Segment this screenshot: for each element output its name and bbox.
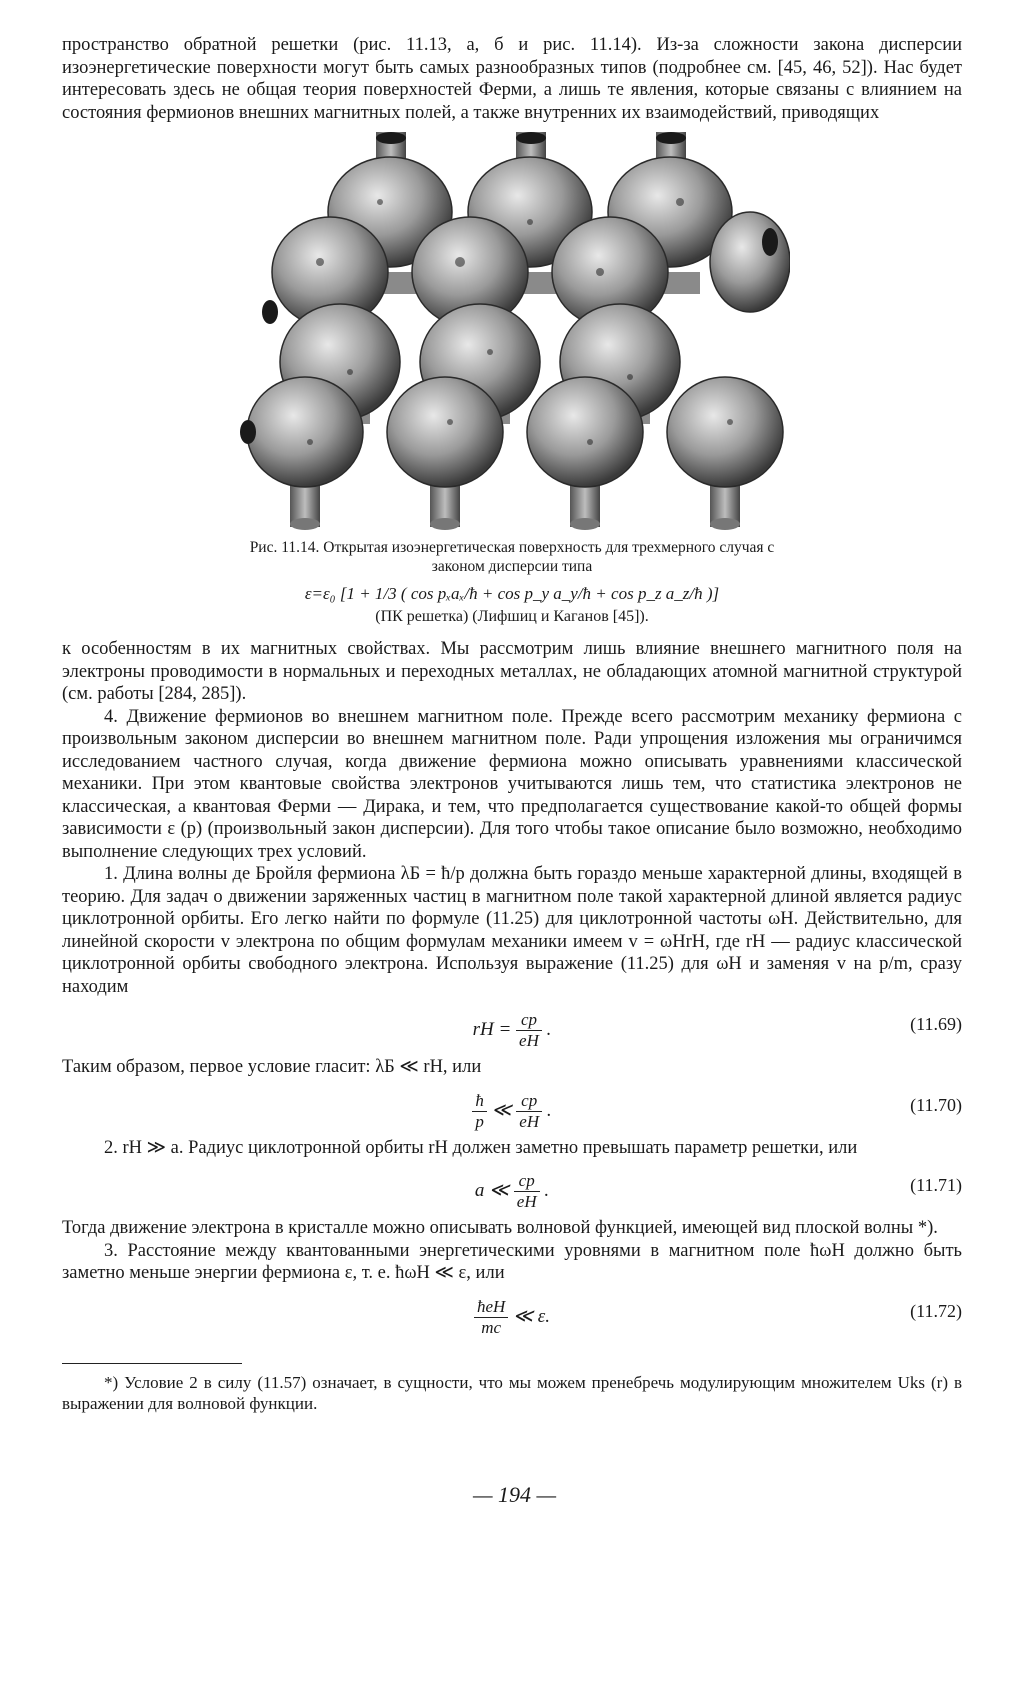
- fermi-surface-illustration: [230, 132, 790, 532]
- equation-11-71: a ≪ $\frac{cp}{eH}$ . (11.71): [474, 1171, 962, 1211]
- paragraph-4: 1. Длина волны де Бройля фермиона λБ = ħ/p должна быть гораздо меньше характерной длины, входящей в теорию. Для задач о движении заряженных частиц в магнитном поле такой характерной длиной является радиус циклотронной орбиты. Его легко найти по формуле (11.25) для циклотронной частоты ωH. Действительно, для линейной скорости v электрона по общим формулам механики имеем v = ωHrH, где rH — радиус классической циклотронной орбиты свободного электрона. Используя выражение (11.25) для ωH и заменяя v на p/m, сразу находим: [62, 864, 962, 997]
- paragraph-5: Таким образом, первое условие гласит: λБ ≪ rH, или: [62, 1057, 482, 1077]
- paragraph-6: 2. rH ≫ a. Радиус циклотронной орбиты rH должен заметно превышать параметр решетки, или: [104, 1137, 858, 1158]
- equation-11-72: $\frac{\text{ħeH}}{mc}$ ≪ ε. (11.72): [62, 1291, 962, 1337]
- paragraph-1: пространство обратной решетки (рис. 11.13, а, б и рис. 11.14). Из-за сложности закона дисперсии изоэнергетические поверхности могут быть самых разнообразных типов (подробнее см. [45, 46, 52]). Нас будет интересовать здесь не общая теория поверхностей Ферми, а лишь те явления, которые связаны с влиянием на состояния фермионов внешних магнитных полей, а также внутренних их взаимодействий, приводящих: [62, 35, 962, 123]
- equation-number: (11.72): [910, 1300, 962, 1321]
- eq-fraction: $\frac{\text{ħeH}}{mc}$: [474, 1297, 508, 1338]
- figure-caption-note: (ПК решетка) (Лифшиц и Каганов [45]).: [375, 608, 649, 625]
- eq-lhs: rH =: [472, 1018, 512, 1040]
- paragraph-7: Тогда движение электрона в кристалле можно описывать волновой функцией, имеющей вид плоской волны *).: [62, 1218, 938, 1238]
- equation-number: (11.70): [910, 1094, 962, 1115]
- figure-caption-text: Рис. 11.14. Открытая изоэнергетическая поверхность для трехмерного случая с законом дисперсии типа: [249, 539, 775, 575]
- footnote-divider: [62, 1363, 242, 1364]
- page-body: [62, 34, 962, 1414]
- page-number: — 194 —: [472, 1482, 557, 1507]
- equation-11-69: rH = $\frac{cp}{eH}$ . (11.69): [472, 1010, 962, 1050]
- equation-11-70: $\frac{ħ}{p}$ ≪ $\frac{cp}{eH}$ . (11.70): [62, 1085, 962, 1131]
- equation-number: (11.69): [910, 1014, 962, 1034]
- eq-fraction-2: $\frac{cp}{eH}$: [516, 1091, 542, 1132]
- equation-number: (11.71): [910, 1175, 962, 1195]
- eq-fraction: $\frac{ħ}{p}$: [472, 1091, 487, 1132]
- paragraph-8: 3. Расстояние между квантованными энергетическими уровнями в магнитном поле ħωH должно быть заметно меньше энергии фермиона ε, т. е. ħωH ≪ ε, или: [62, 1240, 962, 1283]
- figure-dispersion-formula: ε=ε₀ [1 + 1/3 ( cos pₓaₓ/ħ + cos p_y a_y/ħ + cos p_z a_z/ħ )]: [304, 584, 720, 603]
- paragraph-2: к особенностям в их магнитных свойствах. Мы рассмотрим лишь влияние внешнего магнитного поля на электроны проводимости в нормальных и переходных металлах, не обладающих атомной магнитной структурой (см. работы [284, 285]).: [62, 639, 962, 704]
- figure-fermi-surface: [62, 132, 962, 532]
- footnote: *) Условие 2 в силу (11.57) означает, в сущности, что мы можем пренебречь модулирующим множителем Uks (r) в выражении для волновой функции.: [62, 1372, 962, 1413]
- paragraph-3: 4. Движение фермионов во внешнем магнитном поле. Прежде всего рассмотрим механику фермиона с произвольным законом дисперсии во внешнем магнитном поле. Ради упрощения изложения мы ограничимся исследованием частного случая, когда движение фермиона можно описывать уравнениями классической механики. При этом квантовые свойства электронов учитываются лишь тем, что статистика электронов не классическая, а квантовая Ферми — Дирака, и тем, что предполагается существование какой-то общей формы зависимости ε (p) (произвольный закон дисперсии). Для того чтобы такое описание было возможно, необходимо выполнение следующих трех условий.: [62, 706, 962, 862]
- eq-fraction: $\frac{cp}{eH}$: [516, 1010, 542, 1051]
- eq-fraction: $\frac{cp}{eH}$: [514, 1171, 540, 1212]
- figure-caption: [62, 538, 962, 576]
